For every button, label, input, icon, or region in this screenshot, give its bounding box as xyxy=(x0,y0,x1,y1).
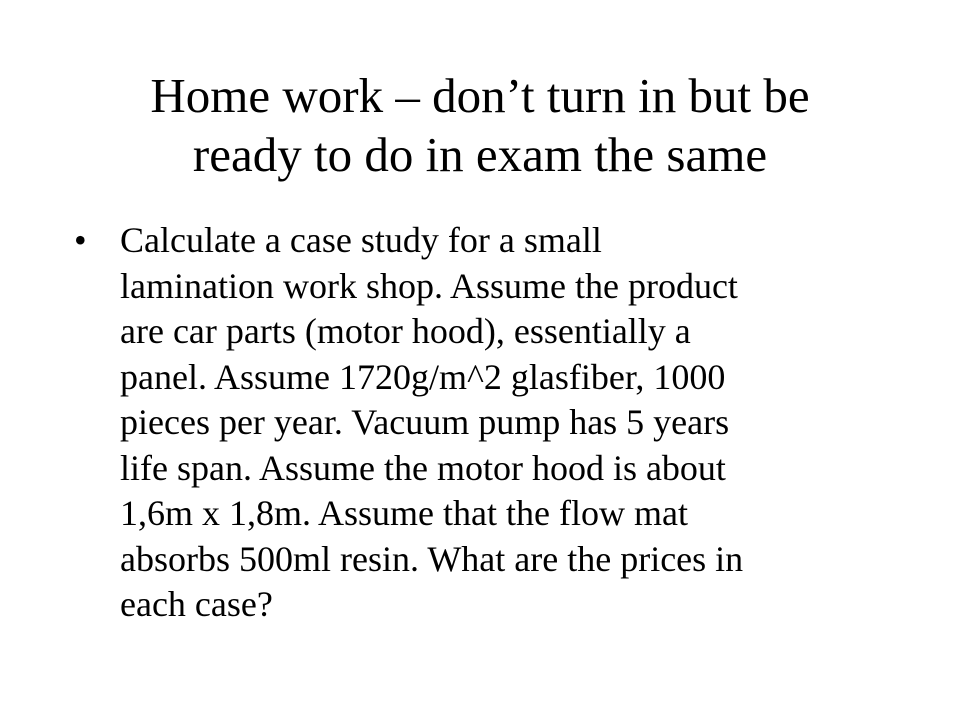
bullet-text-line: each case? xyxy=(120,584,273,624)
bullet-text-line: pieces per year. Vacuum pump has 5 years xyxy=(120,402,730,442)
title-line: Home work – don’t turn in but be xyxy=(150,68,810,123)
title-line: ready to do in exam the same xyxy=(192,127,768,182)
bullet-text-line: absorbs 500ml resin. What are the prices in xyxy=(120,538,744,579)
bullet-text-line: Calculate a case study for a small xyxy=(120,220,602,260)
bullet-text-line: are car parts (motor hood), essentially a xyxy=(120,311,691,351)
bullet-text-line: panel. Assume 1720g/m^2 glasfiber, 1000 xyxy=(120,356,726,397)
bullet-text-line: lamination work shop. Assume the product xyxy=(120,265,738,306)
bullet-text-line: 1,6m x 1,8m. Assume that the flow mat xyxy=(120,493,688,533)
bullet-list xyxy=(74,218,894,628)
bullet-icon: • xyxy=(74,220,87,260)
slide-title xyxy=(40,66,920,184)
bullet-item xyxy=(74,218,894,628)
bullet-text-line: life span. Assume the motor hood is about xyxy=(120,447,726,488)
